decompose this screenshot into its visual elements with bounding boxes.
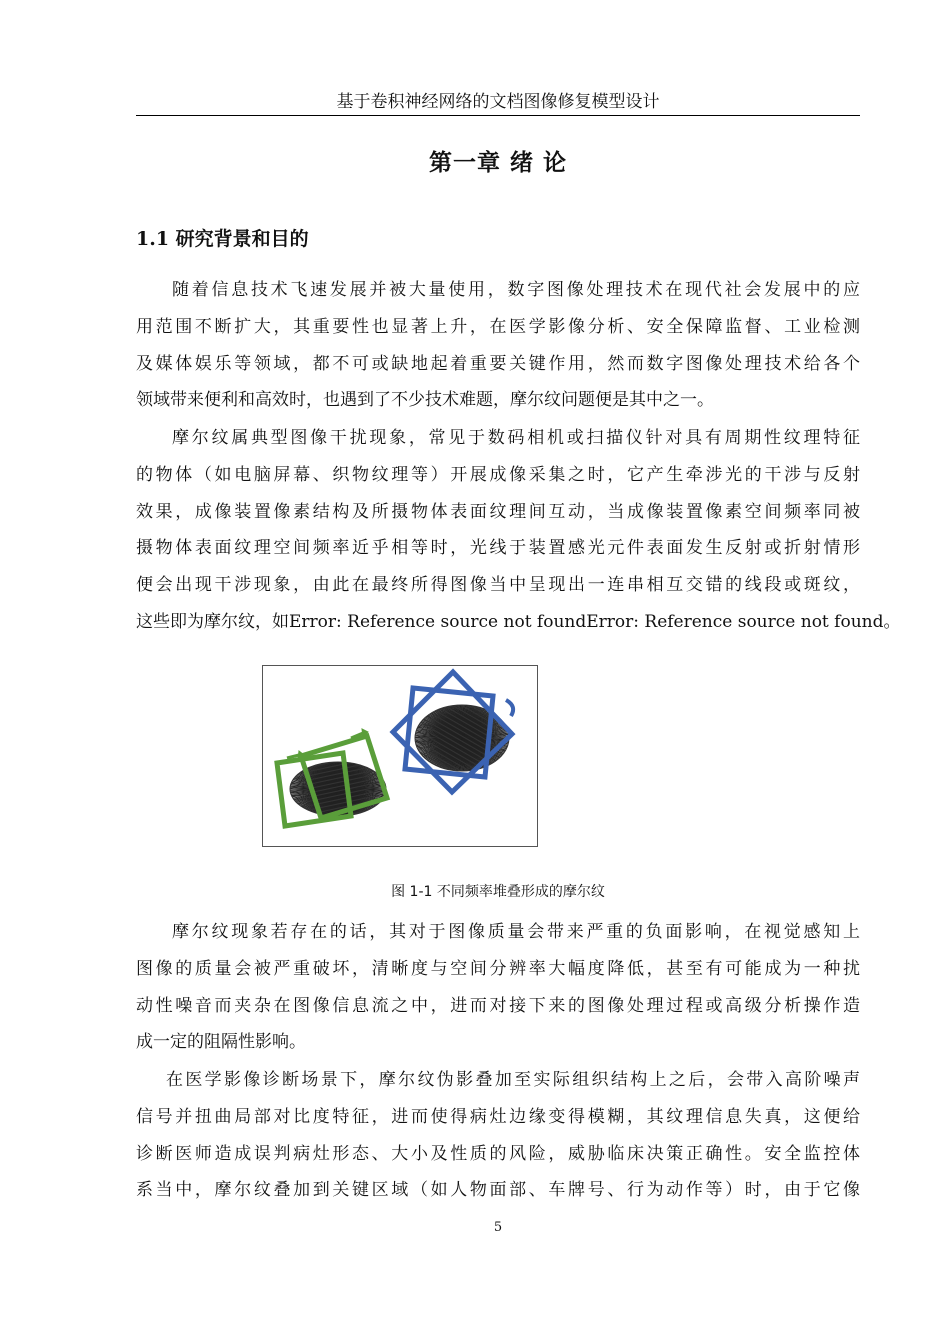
header-rule bbox=[136, 115, 860, 116]
running-header: 基于卷积神经网络的文档图像修复模型设计 bbox=[336, 92, 660, 112]
paragraph-line: 信号并扭曲局部对比度特征，进而使得病灶边缘变得模糊，其纹理信息失真，这便给 bbox=[136, 1106, 860, 1127]
paragraph-line: 在医学影像诊断场景下，摩尔纹伪影叠加至实际组织结构上之后，会带入高阶噪声 bbox=[166, 1070, 860, 1090]
moire-illustration bbox=[263, 666, 537, 846]
paragraph-line: 随着信息技术飞速发展并被大量使用，数字图像处理技术在现代社会发展中的应 bbox=[172, 280, 860, 300]
paragraph-2 bbox=[136, 420, 901, 641]
paragraph-line: 这些即为摩尔纹，如Error: Reference source not foundError: Reference source not found。 bbox=[136, 611, 901, 632]
paragraph-line: 图像的质量会被严重破坏，清晰度与空间分辨率大幅度降低，甚至有可能成为一种扰 bbox=[136, 958, 860, 979]
paragraph-line: 动性噪音而夹杂在图像信息流之中，进而对接下来的图像处理过程或高级分析操作造 bbox=[136, 995, 860, 1016]
paragraph-line: 便会出现干涉现象，由此在最终所得图像当中呈现出一连串相互交错的线段或斑纹， bbox=[136, 575, 860, 596]
paragraph-3 bbox=[136, 914, 860, 1061]
paragraph-line: 摄物体表面纹理空间频率近乎相等时，光线于装置感光元件表面发生反射或折射情形 bbox=[136, 538, 860, 559]
rotate-arrow-icon bbox=[506, 700, 513, 716]
paragraph-line: 及媒体娱乐等领域，都不可或缺地起着重要关键作用，然而数字图像处理技术给各个 bbox=[136, 353, 860, 374]
paragraph-line: 用范围不断扩大，其重要性也显著上升，在医学影像分析、安全保障监督、工业检测 bbox=[136, 316, 860, 337]
chapter-title: 第一章 绪 论 bbox=[428, 149, 567, 176]
paragraph-line: 领域带来便利和高效时，也遇到了不少技术难题，摩尔纹问题便是其中之一。 bbox=[136, 390, 714, 411]
paragraph-line: 成一定的阻隔性影响。 bbox=[136, 1032, 306, 1053]
paragraph-line: 的物体（如电脑屏幕、织物纹理等）开展成像采集之时，它产生牵涉光的干涉与反射 bbox=[136, 464, 860, 485]
paragraph-line: 诊断医师造成误判病灶形态、大小及性质的风险，威胁临床决策正确性。安全监控体 bbox=[136, 1143, 860, 1164]
page-number: 5 bbox=[493, 1220, 503, 1235]
figure-caption: 图 1-1 不同频率堆叠形成的摩尔纹 bbox=[391, 884, 605, 900]
moire-figure bbox=[262, 665, 538, 847]
paragraph-line: 系当中，摩尔纹叠加到关键区域（如人物面部、车牌号、行为动作等）时，由于它像 bbox=[136, 1180, 860, 1201]
paragraph-line: 效果，成像装置像素结构及所摄物体表面纹理间互动，当成像装置像素空间频率同被 bbox=[136, 501, 860, 522]
paragraph-line: 摩尔纹现象若存在的话，其对于图像质量会带来严重的负面影响，在视觉感知上 bbox=[172, 922, 860, 942]
paragraph-4 bbox=[136, 1062, 860, 1209]
paragraph-line: 摩尔纹属典型图像干扰现象，常见于数码相机或扫描仪针对具有周期性纹理特征 bbox=[172, 428, 860, 448]
section-heading: 1.1 研究背景和目的 bbox=[136, 228, 309, 250]
paragraph-1 bbox=[136, 272, 860, 419]
